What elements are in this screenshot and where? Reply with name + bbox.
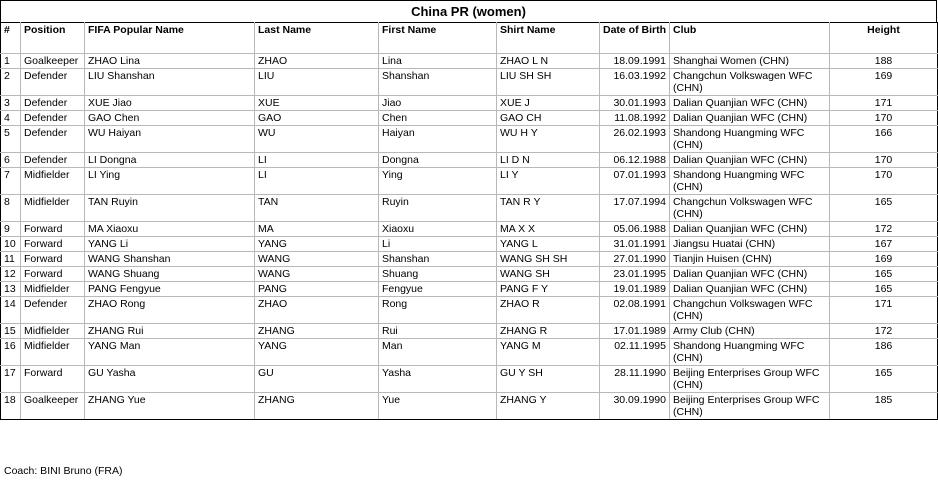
- cell-height: 169: [830, 252, 938, 267]
- col-header-num: #: [1, 23, 21, 54]
- cell-club: Jiangsu Huatai (CHN): [670, 237, 830, 252]
- cell-dob: 19.01.1989: [600, 282, 670, 297]
- cell-club: Dalian Quanjian WFC (CHN): [670, 96, 830, 111]
- cell-fifa-name: PANG Fengyue: [85, 282, 255, 297]
- cell-first-name: Shuang: [379, 267, 497, 282]
- roster-table: [0, 22, 938, 420]
- cell-num: 5: [1, 126, 21, 153]
- cell-club: Shandong Huangming WFC (CHN): [670, 168, 830, 195]
- cell-fifa-name: LI Dongna: [85, 153, 255, 168]
- cell-num: 13: [1, 282, 21, 297]
- table-row: [1, 126, 938, 153]
- cell-num: 8: [1, 195, 21, 222]
- cell-dob: 02.08.1991: [600, 297, 670, 324]
- cell-position: Defender: [21, 111, 85, 126]
- cell-num: 10: [1, 237, 21, 252]
- cell-height: 188: [830, 54, 938, 69]
- cell-shirt-name: PANG F Y: [497, 282, 600, 297]
- cell-num: 15: [1, 324, 21, 339]
- header-row: [1, 23, 938, 54]
- cell-num: 16: [1, 339, 21, 366]
- cell-num: 2: [1, 69, 21, 96]
- cell-height: 165: [830, 282, 938, 297]
- cell-club: Shandong Huangming WFC (CHN): [670, 126, 830, 153]
- cell-last-name: WU: [255, 126, 379, 153]
- cell-club: Dalian Quanjian WFC (CHN): [670, 222, 830, 237]
- cell-club: Shandong Huangming WFC (CHN): [670, 339, 830, 366]
- cell-last-name: WANG: [255, 252, 379, 267]
- cell-club: Dalian Quanjian WFC (CHN): [670, 111, 830, 126]
- cell-last-name: YANG: [255, 339, 379, 366]
- cell-position: Defender: [21, 126, 85, 153]
- col-header-dob: Date of Birth: [600, 23, 670, 54]
- cell-position: Defender: [21, 69, 85, 96]
- cell-last-name: ZHANG: [255, 393, 379, 420]
- cell-num: 4: [1, 111, 21, 126]
- cell-position: Defender: [21, 96, 85, 111]
- col-header-fifa-name: FIFA Popular Name: [85, 23, 255, 54]
- cell-shirt-name: WANG SH: [497, 267, 600, 282]
- cell-position: Forward: [21, 237, 85, 252]
- table-row: [1, 54, 938, 69]
- cell-position: Forward: [21, 222, 85, 237]
- table-row: [1, 339, 938, 366]
- cell-first-name: Li: [379, 237, 497, 252]
- cell-dob: 17.07.1994: [600, 195, 670, 222]
- cell-position: Goalkeeper: [21, 54, 85, 69]
- cell-shirt-name: LI D N: [497, 153, 600, 168]
- cell-dob: 06.12.1988: [600, 153, 670, 168]
- cell-position: Midfielder: [21, 168, 85, 195]
- cell-club: Dalian Quanjian WFC (CHN): [670, 267, 830, 282]
- cell-shirt-name: WU H Y: [497, 126, 600, 153]
- cell-dob: 30.09.1990: [600, 393, 670, 420]
- cell-first-name: Ying: [379, 168, 497, 195]
- cell-first-name: Lina: [379, 54, 497, 69]
- cell-club: Changchun Volkswagen WFC (CHN): [670, 69, 830, 96]
- coach-line: Coach: BINI Bruno (FRA): [4, 465, 123, 477]
- cell-shirt-name: ZHANG Y: [497, 393, 600, 420]
- cell-fifa-name: WANG Shuang: [85, 267, 255, 282]
- cell-club: Dalian Quanjian WFC (CHN): [670, 282, 830, 297]
- roster-body: [1, 54, 938, 420]
- cell-height: 165: [830, 267, 938, 282]
- cell-first-name: Shanshan: [379, 252, 497, 267]
- cell-dob: 26.02.1993: [600, 126, 670, 153]
- cell-num: 17: [1, 366, 21, 393]
- cell-height: 172: [830, 324, 938, 339]
- table-row: [1, 111, 938, 126]
- cell-num: 6: [1, 153, 21, 168]
- cell-height: 165: [830, 195, 938, 222]
- cell-height: 165: [830, 366, 938, 393]
- cell-height: 169: [830, 69, 938, 96]
- cell-fifa-name: XUE Jiao: [85, 96, 255, 111]
- cell-dob: 02.11.1995: [600, 339, 670, 366]
- cell-first-name: Jiao: [379, 96, 497, 111]
- cell-num: 14: [1, 297, 21, 324]
- cell-num: 18: [1, 393, 21, 420]
- cell-height: 170: [830, 168, 938, 195]
- cell-club: Tianjin Huisen (CHN): [670, 252, 830, 267]
- table-row: [1, 69, 938, 96]
- cell-shirt-name: ZHANG R: [497, 324, 600, 339]
- table-row: [1, 153, 938, 168]
- cell-first-name: Rui: [379, 324, 497, 339]
- cell-position: Midfielder: [21, 324, 85, 339]
- cell-fifa-name: ZHANG Rui: [85, 324, 255, 339]
- cell-shirt-name: MA X X: [497, 222, 600, 237]
- table-row: [1, 393, 938, 420]
- cell-height: 186: [830, 339, 938, 366]
- cell-num: 12: [1, 267, 21, 282]
- cell-shirt-name: XUE J: [497, 96, 600, 111]
- cell-club: Changchun Volkswagen WFC (CHN): [670, 195, 830, 222]
- cell-fifa-name: ZHANG Yue: [85, 393, 255, 420]
- cell-height: 171: [830, 96, 938, 111]
- cell-first-name: Fengyue: [379, 282, 497, 297]
- cell-first-name: Man: [379, 339, 497, 366]
- cell-shirt-name: YANG M: [497, 339, 600, 366]
- cell-position: Defender: [21, 153, 85, 168]
- col-header-height: Height: [830, 23, 938, 54]
- col-header-first-name: First Name: [379, 23, 497, 54]
- cell-last-name: LI: [255, 168, 379, 195]
- cell-shirt-name: ZHAO L N: [497, 54, 600, 69]
- cell-last-name: ZHAO: [255, 297, 379, 324]
- cell-dob: 30.01.1993: [600, 96, 670, 111]
- cell-position: Defender: [21, 297, 85, 324]
- cell-dob: 23.01.1995: [600, 267, 670, 282]
- cell-club: Changchun Volkswagen WFC (CHN): [670, 297, 830, 324]
- cell-club: Army Club (CHN): [670, 324, 830, 339]
- cell-club: Beijing Enterprises Group WFC (CHN): [670, 366, 830, 393]
- cell-position: Goalkeeper: [21, 393, 85, 420]
- cell-height: 167: [830, 237, 938, 252]
- cell-last-name: ZHANG: [255, 324, 379, 339]
- table-row: [1, 282, 938, 297]
- cell-fifa-name: YANG Li: [85, 237, 255, 252]
- cell-fifa-name: WANG Shanshan: [85, 252, 255, 267]
- cell-fifa-name: GU Yasha: [85, 366, 255, 393]
- cell-club: Shanghai Women (CHN): [670, 54, 830, 69]
- cell-dob: 18.09.1991: [600, 54, 670, 69]
- cell-position: Midfielder: [21, 282, 85, 297]
- cell-fifa-name: ZHAO Rong: [85, 297, 255, 324]
- cell-last-name: GAO: [255, 111, 379, 126]
- table-row: [1, 237, 938, 252]
- table-row: [1, 324, 938, 339]
- cell-last-name: LI: [255, 153, 379, 168]
- col-header-club: Club: [670, 23, 830, 54]
- cell-height: 170: [830, 111, 938, 126]
- cell-position: Forward: [21, 252, 85, 267]
- cell-last-name: ZHAO: [255, 54, 379, 69]
- col-header-position: Position: [21, 23, 85, 54]
- cell-num: 9: [1, 222, 21, 237]
- cell-last-name: YANG: [255, 237, 379, 252]
- cell-first-name: Haiyan: [379, 126, 497, 153]
- table-row: [1, 267, 938, 282]
- cell-num: 11: [1, 252, 21, 267]
- cell-first-name: Yasha: [379, 366, 497, 393]
- table-row: [1, 222, 938, 237]
- table-row: [1, 366, 938, 393]
- cell-last-name: MA: [255, 222, 379, 237]
- table-row: [1, 195, 938, 222]
- cell-club: Dalian Quanjian WFC (CHN): [670, 153, 830, 168]
- cell-height: 185: [830, 393, 938, 420]
- cell-shirt-name: WANG SH SH: [497, 252, 600, 267]
- table-row: [1, 252, 938, 267]
- cell-dob: 17.01.1989: [600, 324, 670, 339]
- cell-fifa-name: ZHAO Lina: [85, 54, 255, 69]
- cell-first-name: Xiaoxu: [379, 222, 497, 237]
- cell-shirt-name: GU Y SH: [497, 366, 600, 393]
- cell-position: Midfielder: [21, 195, 85, 222]
- cell-first-name: Shanshan: [379, 69, 497, 96]
- table-row: [1, 297, 938, 324]
- cell-shirt-name: LIU SH SH: [497, 69, 600, 96]
- page-title: China PR (women): [0, 0, 937, 22]
- cell-dob: 05.06.1988: [600, 222, 670, 237]
- cell-shirt-name: TAN R Y: [497, 195, 600, 222]
- cell-position: Forward: [21, 366, 85, 393]
- cell-fifa-name: WU Haiyan: [85, 126, 255, 153]
- cell-num: 3: [1, 96, 21, 111]
- cell-num: 7: [1, 168, 21, 195]
- table-row: [1, 96, 938, 111]
- cell-first-name: Ruyin: [379, 195, 497, 222]
- col-header-shirt-name: Shirt Name: [497, 23, 600, 54]
- cell-first-name: Yue: [379, 393, 497, 420]
- cell-dob: 16.03.1992: [600, 69, 670, 96]
- cell-dob: 27.01.1990: [600, 252, 670, 267]
- col-header-last-name: Last Name: [255, 23, 379, 54]
- cell-last-name: GU: [255, 366, 379, 393]
- cell-first-name: Chen: [379, 111, 497, 126]
- cell-last-name: LIU: [255, 69, 379, 96]
- cell-fifa-name: TAN Ruyin: [85, 195, 255, 222]
- cell-last-name: WANG: [255, 267, 379, 282]
- cell-height: 172: [830, 222, 938, 237]
- cell-shirt-name: YANG L: [497, 237, 600, 252]
- cell-shirt-name: GAO CH: [497, 111, 600, 126]
- cell-fifa-name: GAO Chen: [85, 111, 255, 126]
- cell-club: Beijing Enterprises Group WFC (CHN): [670, 393, 830, 420]
- cell-height: 171: [830, 297, 938, 324]
- cell-fifa-name: YANG Man: [85, 339, 255, 366]
- cell-shirt-name: LI Y: [497, 168, 600, 195]
- cell-num: 1: [1, 54, 21, 69]
- cell-dob: 11.08.1992: [600, 111, 670, 126]
- cell-shirt-name: ZHAO R: [497, 297, 600, 324]
- cell-dob: 28.11.1990: [600, 366, 670, 393]
- cell-position: Forward: [21, 267, 85, 282]
- cell-fifa-name: LI Ying: [85, 168, 255, 195]
- table-row: [1, 168, 938, 195]
- cell-height: 166: [830, 126, 938, 153]
- cell-last-name: XUE: [255, 96, 379, 111]
- cell-last-name: TAN: [255, 195, 379, 222]
- cell-fifa-name: LIU Shanshan: [85, 69, 255, 96]
- cell-fifa-name: MA Xiaoxu: [85, 222, 255, 237]
- cell-height: 170: [830, 153, 938, 168]
- cell-dob: 31.01.1991: [600, 237, 670, 252]
- cell-first-name: Rong: [379, 297, 497, 324]
- cell-position: Midfielder: [21, 339, 85, 366]
- cell-last-name: PANG: [255, 282, 379, 297]
- cell-dob: 07.01.1993: [600, 168, 670, 195]
- cell-first-name: Dongna: [379, 153, 497, 168]
